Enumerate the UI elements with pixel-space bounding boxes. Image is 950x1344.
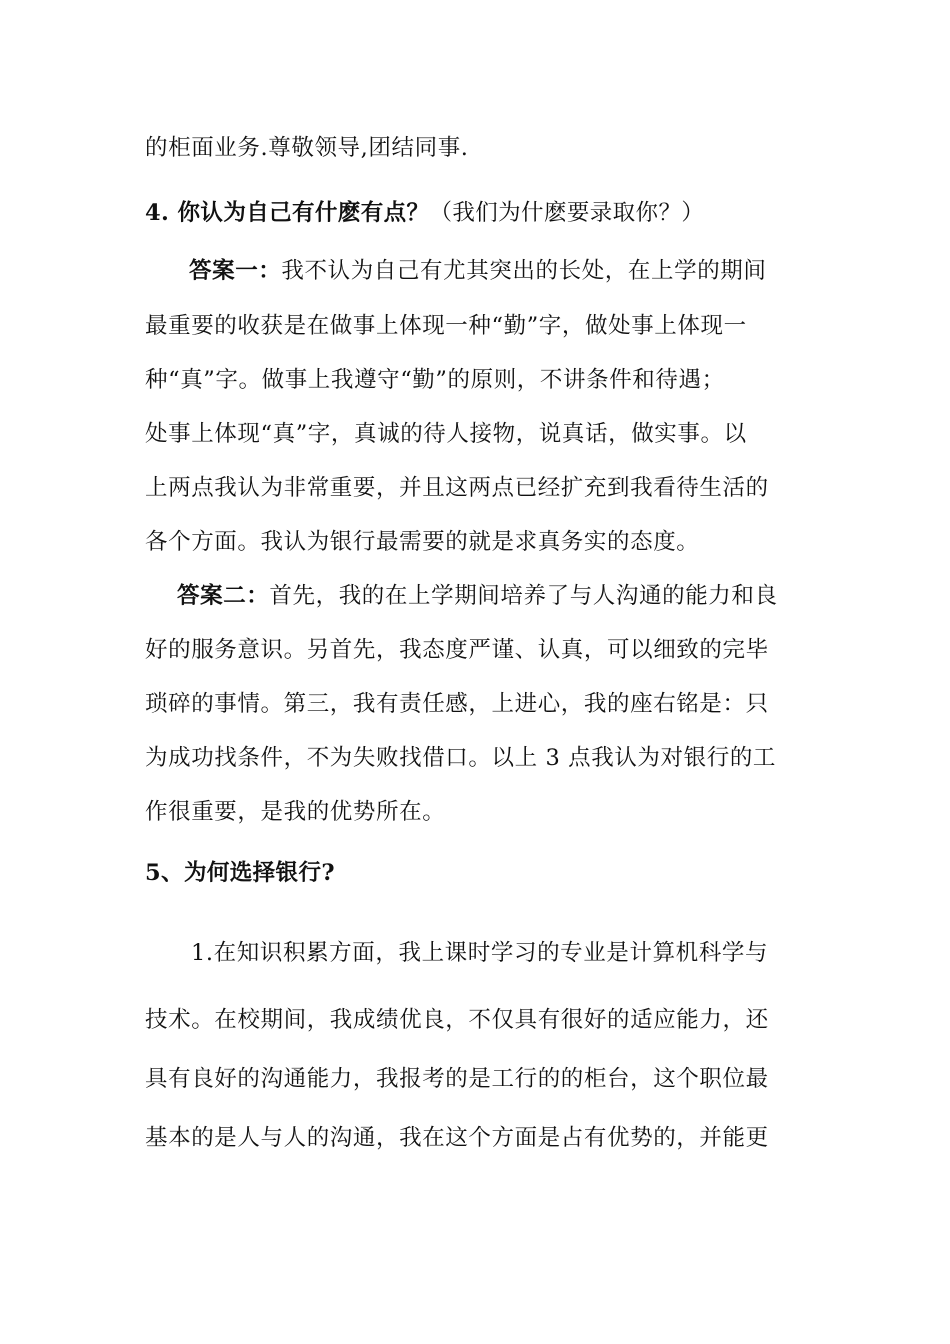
answer2-line: 琐碎的事情。第三，我有责任感，上进心，我的座右铭是：只 xyxy=(145,691,769,717)
q5-line: 技术。在校期间，我成绩优良，不仅具有很好的适应能力，还 xyxy=(145,1007,769,1033)
q5-line: 具有良好的沟通能力，我报考的是工行的的柜台，这个职位最 xyxy=(145,1066,769,1092)
answer1-line xyxy=(145,256,854,286)
answer2-line: 好的服务意识。另首先，我态度严谨、认真，可以细致的完毕 xyxy=(145,637,769,663)
answer2-text: 首先，我的在上学期间培养了与人沟通的能力和良 xyxy=(269,583,778,609)
answer2-line xyxy=(145,581,842,611)
intro-line: 的柜面业务.尊敬领导,团结同事. xyxy=(145,135,469,161)
question-5-heading: 5、为何选择银行? xyxy=(145,860,335,886)
question-4-title: 4. 你认为自己有什麽有点？ xyxy=(145,200,430,226)
answer2-line: 作很重要，是我的优势所在。 xyxy=(145,799,446,825)
answer1-text: 我不认为自己有尤其突出的长处，在上学的期间 xyxy=(281,258,767,284)
answer1-line: 各个方面。我认为银行最需要的就是求真务实的态度。 xyxy=(145,529,700,555)
question-4-subtitle: （我们为什麽要录取你？） xyxy=(429,200,705,226)
question-4-heading xyxy=(145,198,810,228)
answer1-label: 答案一： xyxy=(189,258,282,284)
answer1-line: 最重要的收获是在做事上体现一种“勤”字，做处事上体现一 xyxy=(145,313,747,339)
q5-line: 基本的是人与人的沟通，我在这个方面是占有优势的，并能更 xyxy=(145,1125,769,1151)
q5-line: 1.在知识积累方面，我上课时学习的专业是计算机科学与 xyxy=(191,940,769,966)
answer1-line: 种“真”字。做事上我遵守“勤”的原则，不讲条件和待遇； xyxy=(145,367,725,393)
answer1-line: 上两点我认为非常重要，并且这两点已经扩充到我看待生活的 xyxy=(145,475,769,501)
answer1-line: 处事上体现“真”字，真诚的待人接物，说真话，做实事。以 xyxy=(145,421,747,447)
answer2-line: 为成功找条件，不为失败找借口。以上 3 点我认为对银行的工 xyxy=(145,745,777,771)
answer2-label: 答案二： xyxy=(177,583,270,609)
